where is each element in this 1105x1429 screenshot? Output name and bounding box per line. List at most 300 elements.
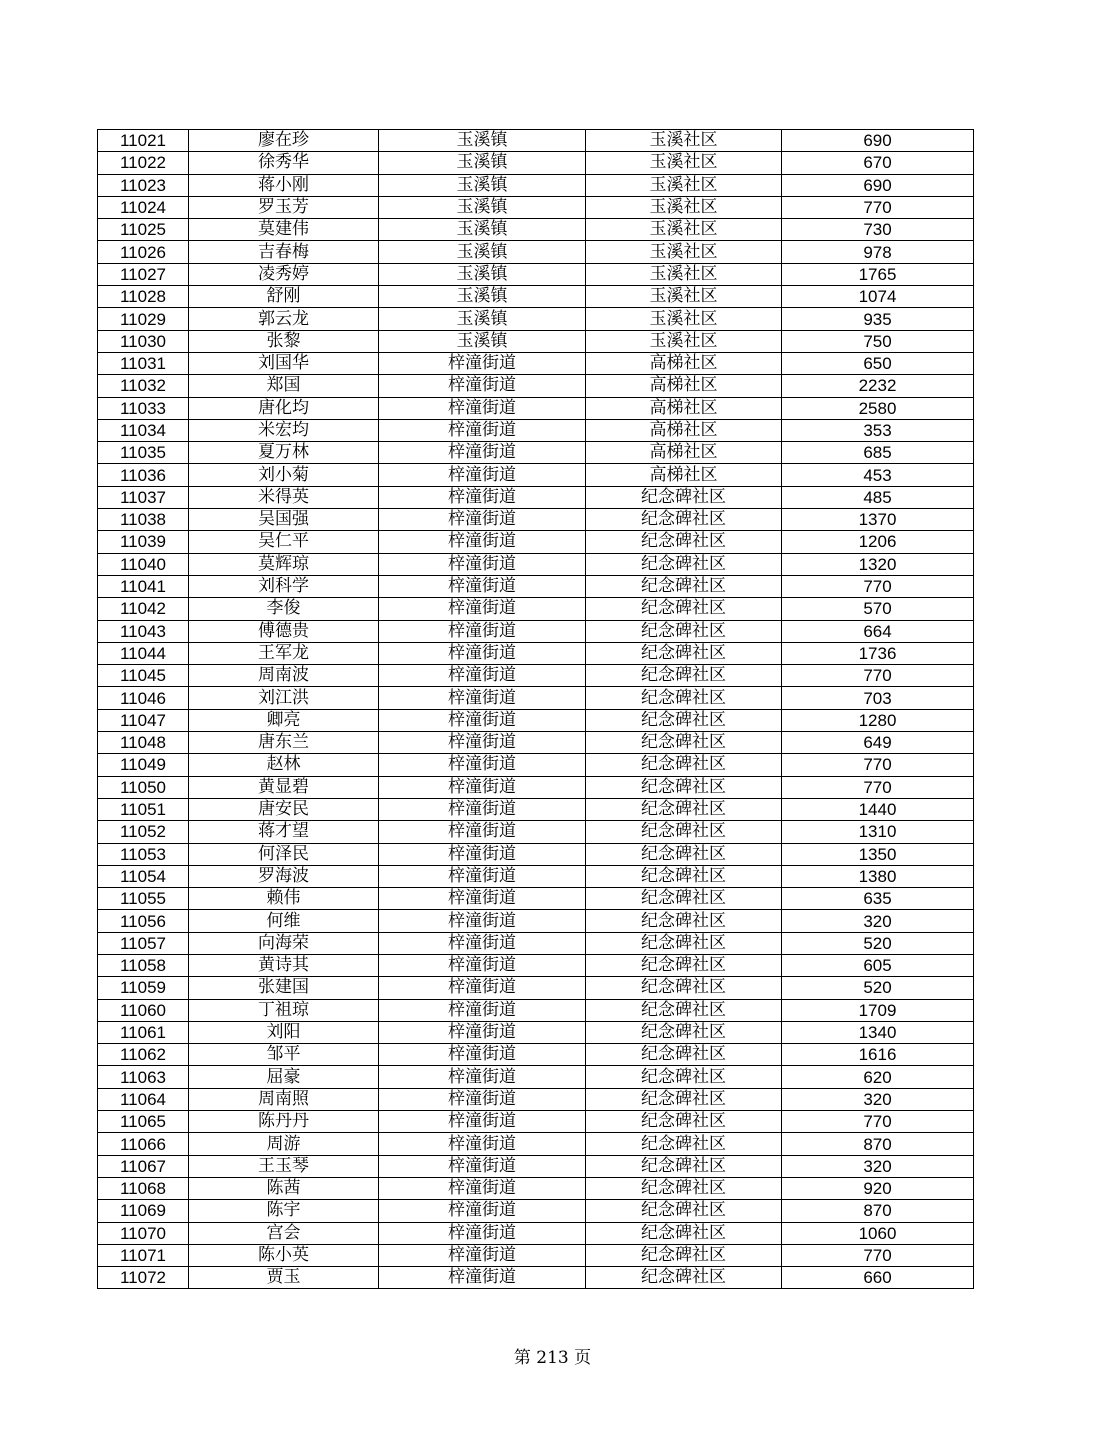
amount-cell: 664 (782, 620, 974, 642)
amount-cell: 570 (782, 598, 974, 620)
town-cell: 梓潼街道 (379, 888, 586, 910)
community-cell: 纪念碑社区 (586, 977, 782, 999)
record-id-cell: 11066 (98, 1133, 189, 1155)
name-cell: 屈豪 (189, 1066, 379, 1088)
community-cell: 纪念碑社区 (586, 865, 782, 887)
table-row (98, 509, 974, 531)
record-id-cell: 11037 (98, 486, 189, 508)
amount-cell: 1206 (782, 531, 974, 553)
amount-cell: 1370 (782, 509, 974, 531)
record-id-cell: 11045 (98, 665, 189, 687)
page-number: 第 213 页 (513, 1348, 592, 1368)
record-id-cell: 11028 (98, 286, 189, 308)
town-cell: 梓潼街道 (379, 999, 586, 1021)
record-id-cell: 11030 (98, 330, 189, 352)
amount-cell: 485 (782, 486, 974, 508)
record-id-cell: 11023 (98, 174, 189, 196)
name-cell: 赵林 (189, 754, 379, 776)
amount-cell: 770 (782, 776, 974, 798)
record-id-cell: 11060 (98, 999, 189, 1021)
record-id-cell: 11065 (98, 1111, 189, 1133)
town-cell: 梓潼街道 (379, 1088, 586, 1110)
community-cell: 高梯社区 (586, 442, 782, 464)
town-cell: 梓潼街道 (379, 1222, 586, 1244)
town-cell: 梓潼街道 (379, 553, 586, 575)
record-id-cell: 11048 (98, 732, 189, 754)
name-cell: 周南照 (189, 1088, 379, 1110)
community-cell: 玉溪社区 (586, 219, 782, 241)
name-cell: 蒋小刚 (189, 174, 379, 196)
record-id-cell: 11036 (98, 464, 189, 486)
table-row (98, 286, 974, 308)
community-cell: 纪念碑社区 (586, 575, 782, 597)
name-cell: 傅德贵 (189, 620, 379, 642)
name-cell: 丁祖琼 (189, 999, 379, 1021)
amount-cell: 690 (782, 130, 974, 152)
amount-cell: 1765 (782, 263, 974, 285)
community-cell: 纪念碑社区 (586, 687, 782, 709)
community-cell: 纪念碑社区 (586, 888, 782, 910)
roster-table-body (98, 130, 974, 1289)
table-row (98, 709, 974, 731)
name-cell: 李俊 (189, 598, 379, 620)
community-cell: 玉溪社区 (586, 308, 782, 330)
amount-cell: 770 (782, 196, 974, 218)
table-row (98, 219, 974, 241)
community-cell: 高梯社区 (586, 464, 782, 486)
name-cell: 罗海波 (189, 865, 379, 887)
community-cell: 玉溪社区 (586, 330, 782, 352)
amount-cell: 1060 (782, 1222, 974, 1244)
town-cell: 梓潼街道 (379, 732, 586, 754)
town-cell: 玉溪镇 (379, 286, 586, 308)
amount-cell: 1616 (782, 1044, 974, 1066)
town-cell: 梓潼街道 (379, 642, 586, 664)
amount-cell: 1440 (782, 798, 974, 820)
name-cell: 卿亮 (189, 709, 379, 731)
community-cell: 玉溪社区 (586, 241, 782, 263)
table-row (98, 442, 974, 464)
table-row (98, 241, 974, 263)
amount-cell: 453 (782, 464, 974, 486)
town-cell: 梓潼街道 (379, 486, 586, 508)
town-cell: 梓潼街道 (379, 709, 586, 731)
table-row (98, 553, 974, 575)
town-cell: 玉溪镇 (379, 241, 586, 263)
town-cell: 玉溪镇 (379, 263, 586, 285)
town-cell: 梓潼街道 (379, 575, 586, 597)
record-id-cell: 11031 (98, 352, 189, 374)
name-cell: 米得英 (189, 486, 379, 508)
community-cell: 纪念碑社区 (586, 1267, 782, 1289)
record-id-cell: 11041 (98, 575, 189, 597)
amount-cell: 920 (782, 1177, 974, 1199)
table-row (98, 1021, 974, 1043)
table-row (98, 754, 974, 776)
record-id-cell: 11025 (98, 219, 189, 241)
amount-cell: 685 (782, 442, 974, 464)
town-cell: 玉溪镇 (379, 219, 586, 241)
record-id-cell: 11034 (98, 419, 189, 441)
name-cell: 宫会 (189, 1222, 379, 1244)
name-cell: 刘小菊 (189, 464, 379, 486)
amount-cell: 703 (782, 687, 974, 709)
name-cell: 王军龙 (189, 642, 379, 664)
record-id-cell: 11049 (98, 754, 189, 776)
community-cell: 纪念碑社区 (586, 642, 782, 664)
community-cell: 纪念碑社区 (586, 620, 782, 642)
community-cell: 纪念碑社区 (586, 553, 782, 575)
table-row (98, 486, 974, 508)
amount-cell: 320 (782, 910, 974, 932)
community-cell: 玉溪社区 (586, 196, 782, 218)
record-id-cell: 11062 (98, 1044, 189, 1066)
table-row (98, 1111, 974, 1133)
town-cell: 梓潼街道 (379, 509, 586, 531)
name-cell: 郭云龙 (189, 308, 379, 330)
name-cell: 刘国华 (189, 352, 379, 374)
town-cell: 梓潼街道 (379, 1111, 586, 1133)
table-row (98, 1244, 974, 1266)
record-id-cell: 11061 (98, 1021, 189, 1043)
record-id-cell: 11022 (98, 152, 189, 174)
name-cell: 张建国 (189, 977, 379, 999)
town-cell: 梓潼街道 (379, 442, 586, 464)
town-cell: 玉溪镇 (379, 196, 586, 218)
table-row (98, 308, 974, 330)
amount-cell: 353 (782, 419, 974, 441)
amount-cell: 320 (782, 1088, 974, 1110)
record-id-cell: 11026 (98, 241, 189, 263)
table-row (98, 375, 974, 397)
amount-cell: 978 (782, 241, 974, 263)
record-id-cell: 11047 (98, 709, 189, 731)
record-id-cell: 11046 (98, 687, 189, 709)
community-cell: 纪念碑社区 (586, 1088, 782, 1110)
amount-cell: 1310 (782, 821, 974, 843)
community-cell: 纪念碑社区 (586, 776, 782, 798)
community-cell: 纪念碑社区 (586, 954, 782, 976)
record-id-cell: 11070 (98, 1222, 189, 1244)
amount-cell: 770 (782, 754, 974, 776)
name-cell: 郑国 (189, 375, 379, 397)
town-cell: 玉溪镇 (379, 130, 586, 152)
name-cell: 吉春梅 (189, 241, 379, 263)
amount-cell: 520 (782, 932, 974, 954)
table-row (98, 330, 974, 352)
community-cell: 玉溪社区 (586, 174, 782, 196)
amount-cell: 605 (782, 954, 974, 976)
name-cell: 罗玉芳 (189, 196, 379, 218)
table-row (98, 642, 974, 664)
name-cell: 何泽民 (189, 843, 379, 865)
community-cell: 纪念碑社区 (586, 1066, 782, 1088)
name-cell: 蒋才望 (189, 821, 379, 843)
amount-cell: 635 (782, 888, 974, 910)
amount-cell: 1709 (782, 999, 974, 1021)
amount-cell: 650 (782, 352, 974, 374)
town-cell: 梓潼街道 (379, 843, 586, 865)
table-row (98, 999, 974, 1021)
community-cell: 纪念碑社区 (586, 486, 782, 508)
table-row (98, 665, 974, 687)
roster-table (97, 129, 974, 1289)
name-cell: 吴仁平 (189, 531, 379, 553)
record-id-cell: 11040 (98, 553, 189, 575)
town-cell: 梓潼街道 (379, 531, 586, 553)
town-cell: 梓潼街道 (379, 1267, 586, 1289)
amount-cell: 1074 (782, 286, 974, 308)
name-cell: 黄诗其 (189, 954, 379, 976)
record-id-cell: 11064 (98, 1088, 189, 1110)
community-cell: 纪念碑社区 (586, 1177, 782, 1199)
community-cell: 纪念碑社区 (586, 509, 782, 531)
town-cell: 玉溪镇 (379, 330, 586, 352)
community-cell: 高梯社区 (586, 397, 782, 419)
name-cell: 张黎 (189, 330, 379, 352)
name-cell: 刘科学 (189, 575, 379, 597)
table-row (98, 152, 974, 174)
town-cell: 梓潼街道 (379, 419, 586, 441)
table-row (98, 888, 974, 910)
record-id-cell: 11027 (98, 263, 189, 285)
name-cell: 刘江洪 (189, 687, 379, 709)
table-row (98, 1177, 974, 1199)
community-cell: 纪念碑社区 (586, 531, 782, 553)
amount-cell: 770 (782, 575, 974, 597)
record-id-cell: 11055 (98, 888, 189, 910)
town-cell: 梓潼街道 (379, 1244, 586, 1266)
town-cell: 梓潼街道 (379, 954, 586, 976)
table-row (98, 1267, 974, 1289)
amount-cell: 320 (782, 1155, 974, 1177)
table-row (98, 397, 974, 419)
table-row (98, 174, 974, 196)
community-cell: 纪念碑社区 (586, 1244, 782, 1266)
name-cell: 莫建伟 (189, 219, 379, 241)
name-cell: 王玉琴 (189, 1155, 379, 1177)
community-cell: 纪念碑社区 (586, 932, 782, 954)
amount-cell: 750 (782, 330, 974, 352)
town-cell: 梓潼街道 (379, 1066, 586, 1088)
record-id-cell: 11035 (98, 442, 189, 464)
name-cell: 周游 (189, 1133, 379, 1155)
community-cell: 纪念碑社区 (586, 598, 782, 620)
amount-cell: 870 (782, 1133, 974, 1155)
name-cell: 廖在珍 (189, 130, 379, 152)
name-cell: 凌秀婷 (189, 263, 379, 285)
table-row (98, 821, 974, 843)
table-row (98, 352, 974, 374)
record-id-cell: 11058 (98, 954, 189, 976)
table-row (98, 977, 974, 999)
record-id-cell: 11051 (98, 798, 189, 820)
record-id-cell: 11054 (98, 865, 189, 887)
name-cell: 贾玉 (189, 1267, 379, 1289)
table-row (98, 1133, 974, 1155)
community-cell: 纪念碑社区 (586, 1200, 782, 1222)
amount-cell: 690 (782, 174, 974, 196)
amount-cell: 1350 (782, 843, 974, 865)
record-id-cell: 11052 (98, 821, 189, 843)
name-cell: 周南波 (189, 665, 379, 687)
table-row (98, 263, 974, 285)
table-row (98, 130, 974, 152)
name-cell: 徐秀华 (189, 152, 379, 174)
record-id-cell: 11059 (98, 977, 189, 999)
amount-cell: 730 (782, 219, 974, 241)
community-cell: 纪念碑社区 (586, 1133, 782, 1155)
record-id-cell: 11067 (98, 1155, 189, 1177)
community-cell: 纪念碑社区 (586, 665, 782, 687)
table-row (98, 932, 974, 954)
name-cell: 陈宇 (189, 1200, 379, 1222)
amount-cell: 770 (782, 1244, 974, 1266)
name-cell: 黄显碧 (189, 776, 379, 798)
table-row (98, 954, 974, 976)
town-cell: 梓潼街道 (379, 397, 586, 419)
town-cell: 梓潼街道 (379, 665, 586, 687)
community-cell: 玉溪社区 (586, 152, 782, 174)
table-row (98, 1088, 974, 1110)
town-cell: 玉溪镇 (379, 308, 586, 330)
town-cell: 梓潼街道 (379, 1177, 586, 1199)
table-row (98, 798, 974, 820)
amount-cell: 770 (782, 665, 974, 687)
town-cell: 梓潼街道 (379, 910, 586, 932)
record-id-cell: 11032 (98, 375, 189, 397)
table-row (98, 865, 974, 887)
table-row (98, 910, 974, 932)
record-id-cell: 11029 (98, 308, 189, 330)
town-cell: 梓潼街道 (379, 932, 586, 954)
town-cell: 梓潼街道 (379, 1044, 586, 1066)
amount-cell: 935 (782, 308, 974, 330)
amount-cell: 670 (782, 152, 974, 174)
table-row (98, 464, 974, 486)
record-id-cell: 11039 (98, 531, 189, 553)
amount-cell: 870 (782, 1200, 974, 1222)
amount-cell: 1280 (782, 709, 974, 731)
table-row (98, 732, 974, 754)
record-id-cell: 11044 (98, 642, 189, 664)
table-row (98, 1066, 974, 1088)
town-cell: 梓潼街道 (379, 687, 586, 709)
record-id-cell: 11056 (98, 910, 189, 932)
name-cell: 赖伟 (189, 888, 379, 910)
community-cell: 纪念碑社区 (586, 1044, 782, 1066)
name-cell: 舒刚 (189, 286, 379, 308)
town-cell: 梓潼街道 (379, 821, 586, 843)
town-cell: 梓潼街道 (379, 776, 586, 798)
community-cell: 玉溪社区 (586, 263, 782, 285)
town-cell: 梓潼街道 (379, 375, 586, 397)
table-row (98, 575, 974, 597)
community-cell: 纪念碑社区 (586, 999, 782, 1021)
amount-cell: 520 (782, 977, 974, 999)
name-cell: 唐化均 (189, 397, 379, 419)
town-cell: 玉溪镇 (379, 174, 586, 196)
record-id-cell: 11068 (98, 1177, 189, 1199)
amount-cell: 660 (782, 1267, 974, 1289)
table-row (98, 531, 974, 553)
record-id-cell: 11033 (98, 397, 189, 419)
amount-cell: 620 (782, 1066, 974, 1088)
community-cell: 纪念碑社区 (586, 1155, 782, 1177)
town-cell: 梓潼街道 (379, 1021, 586, 1043)
community-cell: 纪念碑社区 (586, 843, 782, 865)
record-id-cell: 11072 (98, 1267, 189, 1289)
town-cell: 梓潼街道 (379, 1155, 586, 1177)
record-id-cell: 11057 (98, 932, 189, 954)
name-cell: 莫辉琼 (189, 553, 379, 575)
record-id-cell: 11050 (98, 776, 189, 798)
amount-cell: 770 (782, 1111, 974, 1133)
town-cell: 梓潼街道 (379, 798, 586, 820)
table-row (98, 419, 974, 441)
name-cell: 唐东兰 (189, 732, 379, 754)
community-cell: 纪念碑社区 (586, 910, 782, 932)
community-cell: 纪念碑社区 (586, 1111, 782, 1133)
record-id-cell: 11063 (98, 1066, 189, 1088)
community-cell: 玉溪社区 (586, 286, 782, 308)
record-id-cell: 11071 (98, 1244, 189, 1266)
amount-cell: 2580 (782, 397, 974, 419)
table-row (98, 196, 974, 218)
community-cell: 高梯社区 (586, 419, 782, 441)
amount-cell: 1380 (782, 865, 974, 887)
name-cell: 向海荣 (189, 932, 379, 954)
table-row (98, 687, 974, 709)
town-cell: 梓潼街道 (379, 865, 586, 887)
name-cell: 陈茜 (189, 1177, 379, 1199)
community-cell: 玉溪社区 (586, 130, 782, 152)
town-cell: 梓潼街道 (379, 977, 586, 999)
community-cell: 纪念碑社区 (586, 1222, 782, 1244)
community-cell: 高梯社区 (586, 375, 782, 397)
table-row (98, 1155, 974, 1177)
name-cell: 唐安民 (189, 798, 379, 820)
community-cell: 纪念碑社区 (586, 821, 782, 843)
amount-cell: 649 (782, 732, 974, 754)
town-cell: 梓潼街道 (379, 1200, 586, 1222)
town-cell: 梓潼街道 (379, 352, 586, 374)
community-cell: 纪念碑社区 (586, 1021, 782, 1043)
town-cell: 梓潼街道 (379, 754, 586, 776)
table-row (98, 1222, 974, 1244)
name-cell: 吴国强 (189, 509, 379, 531)
record-id-cell: 11053 (98, 843, 189, 865)
name-cell: 夏万林 (189, 442, 379, 464)
amount-cell: 1340 (782, 1021, 974, 1043)
town-cell: 梓潼街道 (379, 464, 586, 486)
name-cell: 邹平 (189, 1044, 379, 1066)
amount-cell: 1736 (782, 642, 974, 664)
town-cell: 梓潼街道 (379, 1133, 586, 1155)
name-cell: 陈小英 (189, 1244, 379, 1266)
community-cell: 纪念碑社区 (586, 732, 782, 754)
town-cell: 玉溪镇 (379, 152, 586, 174)
record-id-cell: 11024 (98, 196, 189, 218)
record-id-cell: 11042 (98, 598, 189, 620)
amount-cell: 2232 (782, 375, 974, 397)
name-cell: 陈丹丹 (189, 1111, 379, 1133)
table-row (98, 843, 974, 865)
name-cell: 米宏均 (189, 419, 379, 441)
table-row (98, 598, 974, 620)
town-cell: 梓潼街道 (379, 620, 586, 642)
amount-cell: 1320 (782, 553, 974, 575)
